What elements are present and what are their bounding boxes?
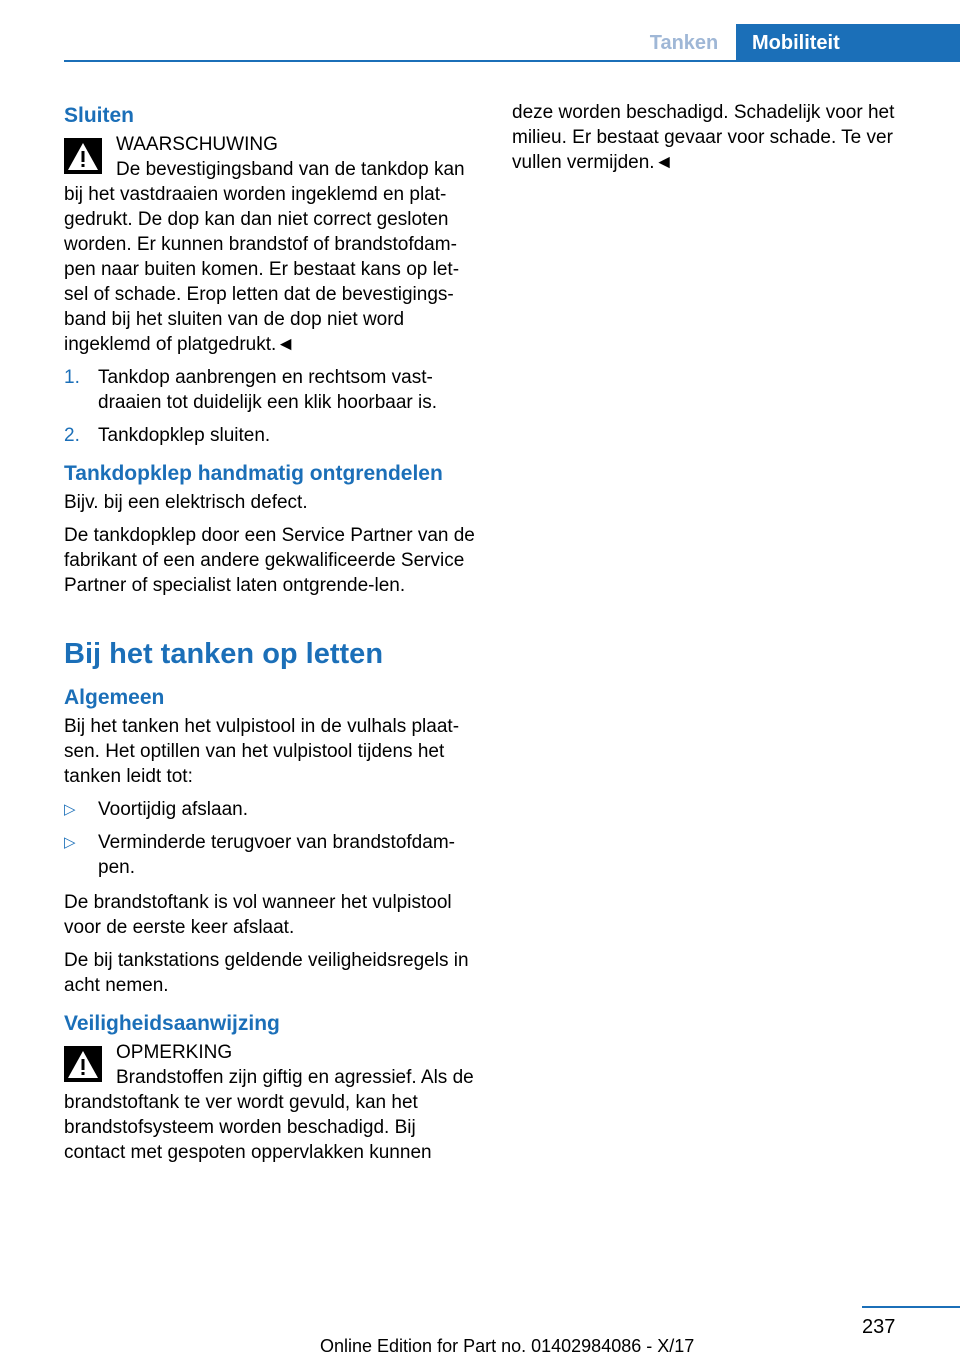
right-column	[512, 100, 922, 183]
bullet-text: Voortijdig afslaan.	[98, 799, 248, 820]
steps-list	[64, 365, 480, 448]
list-item	[64, 797, 480, 822]
header-bar	[0, 0, 960, 62]
warning-title: WAARSCHUWING	[116, 134, 278, 155]
list-item	[64, 365, 480, 415]
warning-block	[64, 132, 480, 157]
tab-mobiliteit[interactable]: Mobiliteit	[736, 24, 960, 62]
heading-sluiten: Sluiten	[64, 104, 135, 127]
section-heading: Bij het tanken op letten	[64, 638, 384, 670]
list-item	[64, 830, 480, 880]
warning-triangle-icon	[64, 138, 102, 174]
edition-footer: Online Edition for Part no. 01402984086 - X/17	[320, 1336, 695, 1356]
header-rule	[64, 60, 960, 62]
paragraph: De brandstoftank is vol wanneer het vulpistool voor de eerste keer afslaat.	[64, 892, 452, 938]
warning-text: De bevestigingsband van de tankdop kan bij het vastdraaien worden ingeklemd en plat-gedrukt. De dop kan dan niet correct gesloten worden. Er kunnen brandstof of brandstofdam-pen naar buiten komen. Er bestaat kans op let-sel of schade. Erop letten dat de bevestigings-band bij het sluiten van de dop niet word ingeklemd of platgedrukt.◄	[64, 159, 465, 355]
warning-triangle-icon	[64, 1046, 102, 1082]
step-number: 2.	[64, 425, 80, 446]
left-column	[64, 100, 480, 1173]
heading-manual-unlock: Tankdopklep handmatig ontgrendelen	[64, 462, 443, 485]
triangle-bullet-icon: ▷	[64, 801, 76, 818]
paragraph: De bij tankstations geldende veiligheidsregels in acht nemen.	[64, 950, 469, 996]
step-text: Tankdop aanbrengen en rechtsom vast-draaien tot duidelijk een klik hoorbaar is.	[98, 367, 438, 413]
list-item	[64, 423, 480, 448]
heading-algemeen: Algemeen	[64, 686, 165, 709]
paragraph: Bijv. bij een elektrisch defect.	[64, 492, 308, 513]
paragraph: De tankdopklep door een Service Partner van de fabrikant of een andere gekwalificeerde Service Partner of specialist laten ontgrende-len.	[64, 525, 475, 596]
triangle-bullet-icon: ▷	[64, 834, 76, 851]
heading-veiligheid: Veiligheidsaanwijzing	[64, 1012, 280, 1035]
paragraph: deze worden beschadigd. Schadelijk voor het milieu. Er bestaat gevaar voor schade. Te ver vullen vermijden.◄	[512, 102, 895, 173]
paragraph: Bij het tanken het vulpistool in de vulhals plaat-sen. Het optillen van het vulpistool tijdens het tanken leidt tot:	[64, 716, 460, 787]
footer-rule	[862, 1306, 960, 1308]
step-number: 1.	[64, 367, 80, 388]
notice-block	[64, 1040, 480, 1065]
notice-text: Brandstoffen zijn giftig en agressief. Als de brandstoftank te ver wordt gevuld, kan het brandstofsysteem worden beschadigd. Bij contact met gespoten oppervlakken kunnen	[64, 1067, 474, 1163]
bullet-list	[64, 797, 480, 880]
page-number: 237	[862, 1316, 896, 1338]
notice-title: OPMERKING	[116, 1042, 233, 1063]
step-text: Tankdopklep sluiten.	[98, 425, 271, 446]
tab-tanken[interactable]: Tanken	[649, 32, 719, 54]
bullet-text: Verminderde terugvoer van brandstofdam-pen.	[98, 832, 455, 878]
